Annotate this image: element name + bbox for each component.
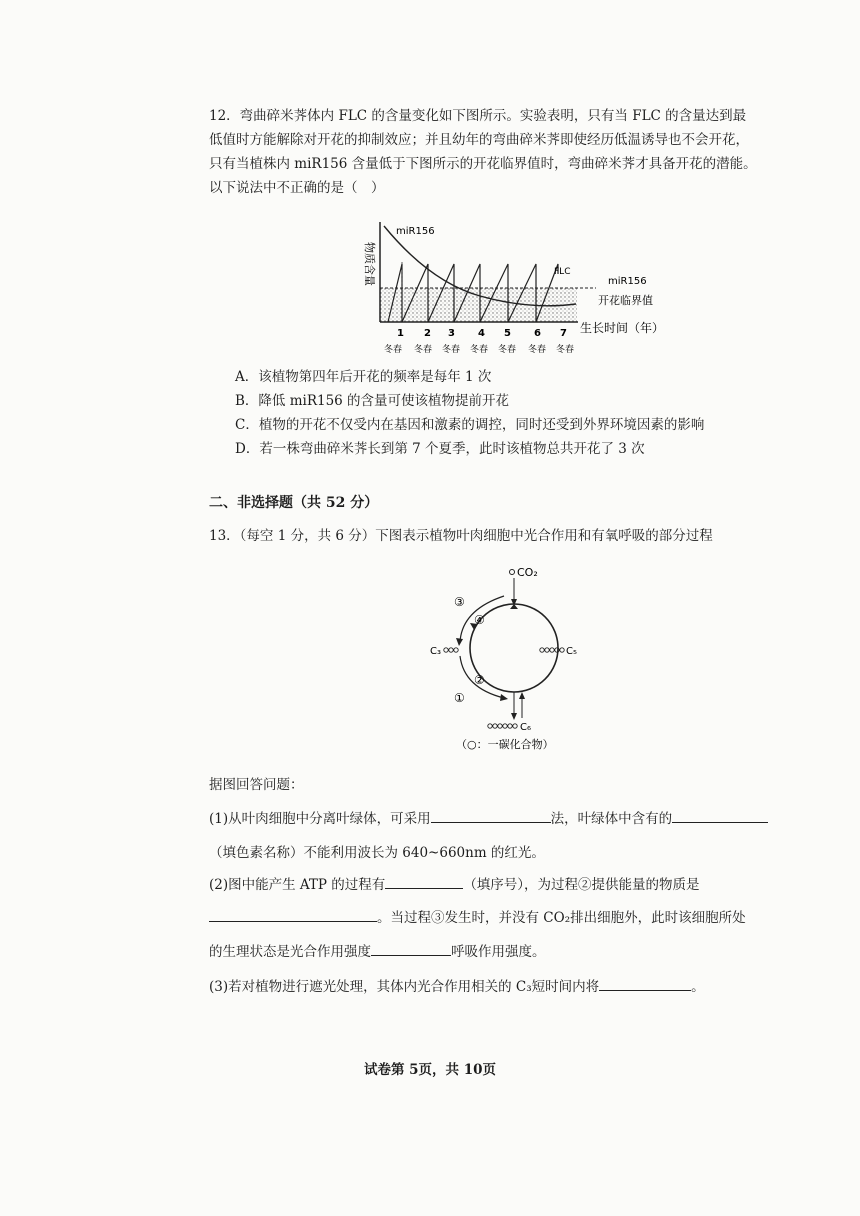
q13-intro: 据图回答问题：: [209, 777, 304, 793]
blank-c3-change[interactable]: [599, 976, 691, 991]
q13-stem: 13．（每空 1 分，共 6 分）下图表示植物叶肉细胞中光合作用和有氧呼吸的部分过程: [209, 528, 713, 544]
step-4: ④: [474, 613, 485, 627]
q13-part1-line1: [209, 808, 768, 829]
q13-part2-line2: [209, 907, 746, 928]
q12-line-2: 低值时方能解除对开花的抑制效应；并且幼年的弯曲碎米荠即使经历低温诱导也不会开花，: [209, 132, 749, 148]
step-2: ②: [474, 673, 485, 687]
q13-part1-line2: （填色素名称）不能利用波长为 640~660nm 的红光。: [209, 845, 545, 861]
q13-p3b: 。: [691, 979, 705, 995]
x-sub-1: 冬春: [384, 345, 403, 355]
blank-pigment[interactable]: [672, 808, 768, 823]
threshold-label-1: miR156: [608, 276, 647, 287]
q12-line-4: 以下说法中不正确的是（ ）: [209, 180, 385, 196]
q13-p1b: 法，叶绿体中含有的: [550, 811, 673, 827]
x-tick-4: 4: [478, 328, 485, 339]
x-tick-2: 2: [424, 328, 431, 339]
q13-p1a: (1)从叶肉细胞中分离叶绿体，可采用: [209, 811, 431, 827]
x-ticks: [397, 328, 567, 339]
q13-p3a: (3)若对植物进行遮光处理，其体内光合作用相关的 C₃短时间内将: [209, 979, 600, 995]
q12-option-c: C．植物的开花不仅受内在基因和激素的调控，同时还受到外界环境因素的影响: [235, 417, 705, 433]
q13-p2e: 呼吸作用强度。: [451, 944, 546, 960]
x-tick-6: 6: [534, 328, 541, 339]
c5-label: C₅: [566, 646, 577, 657]
x-tick-7: 7: [560, 328, 567, 339]
q12-option-b: B．降低 miR156 的含量可使该植物提前开花: [235, 393, 510, 409]
x-sub-7: 冬春: [556, 345, 575, 355]
x-sub-6: 冬春: [528, 345, 547, 355]
q13-part2-line1: [209, 874, 700, 895]
c6-label: C₆: [520, 722, 531, 733]
c3-label: C₃: [430, 646, 441, 657]
mir156-label: miR156: [396, 226, 435, 237]
x-tick-3: 3: [448, 328, 455, 339]
step-1: ①: [454, 691, 465, 705]
flc-mir156-chart: [340, 212, 690, 362]
q13-part2-line3: [209, 941, 546, 962]
x-axis-label: 生长时间（年）: [580, 321, 665, 335]
q13-p2c: 。当过程③发生时，并没有 CO₂排出细胞外，此时该细胞所处: [377, 910, 746, 926]
calvin-cycle-diagram: [410, 560, 620, 760]
blank-method[interactable]: [431, 808, 551, 823]
co2-label: CO₂: [517, 566, 538, 579]
blank-atp-steps[interactable]: [385, 874, 463, 889]
x-sub-4: 冬春: [470, 345, 489, 355]
y-axis-label: 物质含量: [363, 242, 376, 286]
q12-line-3: 只有当植株内 miR156 含量低于下图所示的开花临界值时，弯曲碎米荠才具备开花的潜能。: [209, 156, 757, 172]
x-tick-1: 1: [397, 328, 404, 339]
q13-part3: [209, 976, 705, 997]
flc-label: FLC: [554, 267, 571, 277]
q12-option-a: A．该植物第四年后开花的频率是每年 1 次: [235, 369, 492, 385]
x-sub-2: 冬春: [414, 345, 433, 355]
section-2-title: 二、非选择题（共 52 分）: [209, 495, 379, 511]
c3-dots: [444, 648, 458, 652]
x-sub-5: 冬春: [498, 345, 517, 355]
step-3: ③: [454, 595, 465, 609]
q12-option-d: D．若一株弯曲碎米荠长到第 7 个夏季，此时该植物总共开花了 3 次: [235, 441, 645, 457]
q13-p2d: 的生理状态是光合作用强度: [209, 944, 371, 960]
threshold-label-2: 开花临界值: [598, 294, 653, 307]
x-tick-5: 5: [504, 328, 511, 339]
x-sub-3: 冬春: [442, 345, 461, 355]
q12-line-1: 12．弯曲碎米荠体内 FLC 的含量变化如下图所示。实验表明，只有当 FLC 的含量达到最: [209, 108, 747, 124]
blank-comparison[interactable]: [371, 941, 451, 956]
carbon-legend: （○：一碳化合物）: [456, 738, 554, 751]
q13-p2b: （填序号），为过程②提供能量的物质是: [463, 877, 700, 893]
x-tick-subs: [384, 343, 574, 355]
c5-dots: [540, 648, 564, 652]
q13-p2a: (2)图中能产生 ATP 的过程有: [209, 877, 386, 893]
page-footer: 试卷第 5页，共 10页: [363, 1062, 497, 1078]
c6-dots: [488, 724, 517, 728]
blank-energy-substance[interactable]: [209, 907, 377, 922]
